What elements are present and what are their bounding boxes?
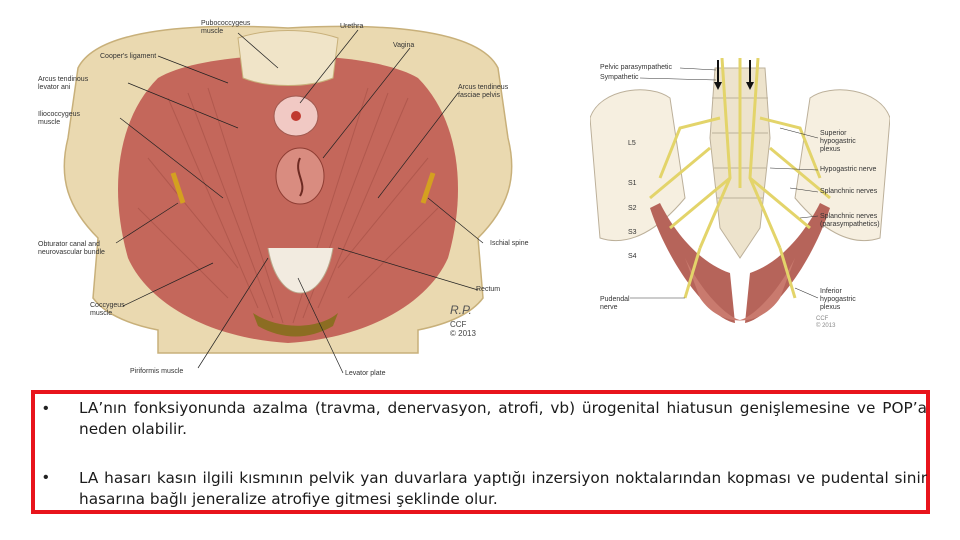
label-inferior-hypogastric-plexus: Inferior hypogastric plexus [820,288,856,311]
label-pelvic-parasympathetic: Pelvic parasympathetic [600,64,672,71]
label-s1: S1 [628,180,637,187]
label-ischial-spine: Ischial spine [490,240,529,247]
copyright-credit-left: CCF © 2013 [450,320,476,338]
label-urethra: Urethra [340,23,364,30]
label-pudendal-nerve: Pudendal nerve [600,296,630,311]
label-obturator-canal: Obturator canal and neurovascular bundle [38,241,105,256]
label-piriformis: Piriformis muscle [130,368,184,375]
label-pubococcygeus: Pubococcygeus muscle [201,20,251,35]
label-s3: S3 [628,229,637,236]
label-superior-hypogastric-plexus: Superior hypogastric plexus [820,130,856,153]
copyright-credit-right: CCF © 2013 [816,316,836,329]
label-sympathetic: Sympathetic [600,74,639,81]
label-s2: S2 [628,205,637,212]
bullet-text: LA hasarı kasın ilgili kısmının pelvik yan duvarlara yaptığı inzersiyon noktalarından kopması ve pudental sinir hasarına bağlı jeneralize atrofiye gitmesi şeklinde olur. [79,469,927,508]
label-hypogastric-nerve: Hypogastric nerve [820,166,877,173]
bullet-marker: • [43,469,49,486]
label-l5: L5 [628,140,636,147]
label-iliococcygeus: Iliococcygeus muscle [38,111,81,126]
bullet-marker: • [43,400,49,417]
bullet-text: LA’nın fonksiyonunda azalma (travma, denervasyon, atrofi, vb) ürogenital hiatusun genişlemesine ve POP’a neden olabilir. [79,399,927,438]
label-arcus-fasciae-pelvis: Arcus tendineus fasciae pelvis [458,84,509,99]
artist-signature: R.P. [450,303,472,317]
label-coopers-ligament: Cooper's ligament [100,53,157,60]
label-s4: S4 [628,253,637,260]
label-arcus-levator-ani: Arcus tendinous levator ani [38,76,89,91]
label-levator-plate: Levator plate [345,370,386,377]
label-splanchnic-nerves: Splanchnic nerves [820,188,878,195]
pelvic-floor-illustration [38,8,538,386]
bullet-text-box [31,390,930,514]
label-rectum: Rectum [476,286,501,293]
pelvic-nerves-illustration [590,58,890,338]
label-coccygeus: Coccygeus muscle [90,302,125,317]
label-vagina: Vagina [393,42,415,49]
label-splanchnic-parasympathetics: Splanchnic nerves (parasympathetics) [820,213,880,228]
